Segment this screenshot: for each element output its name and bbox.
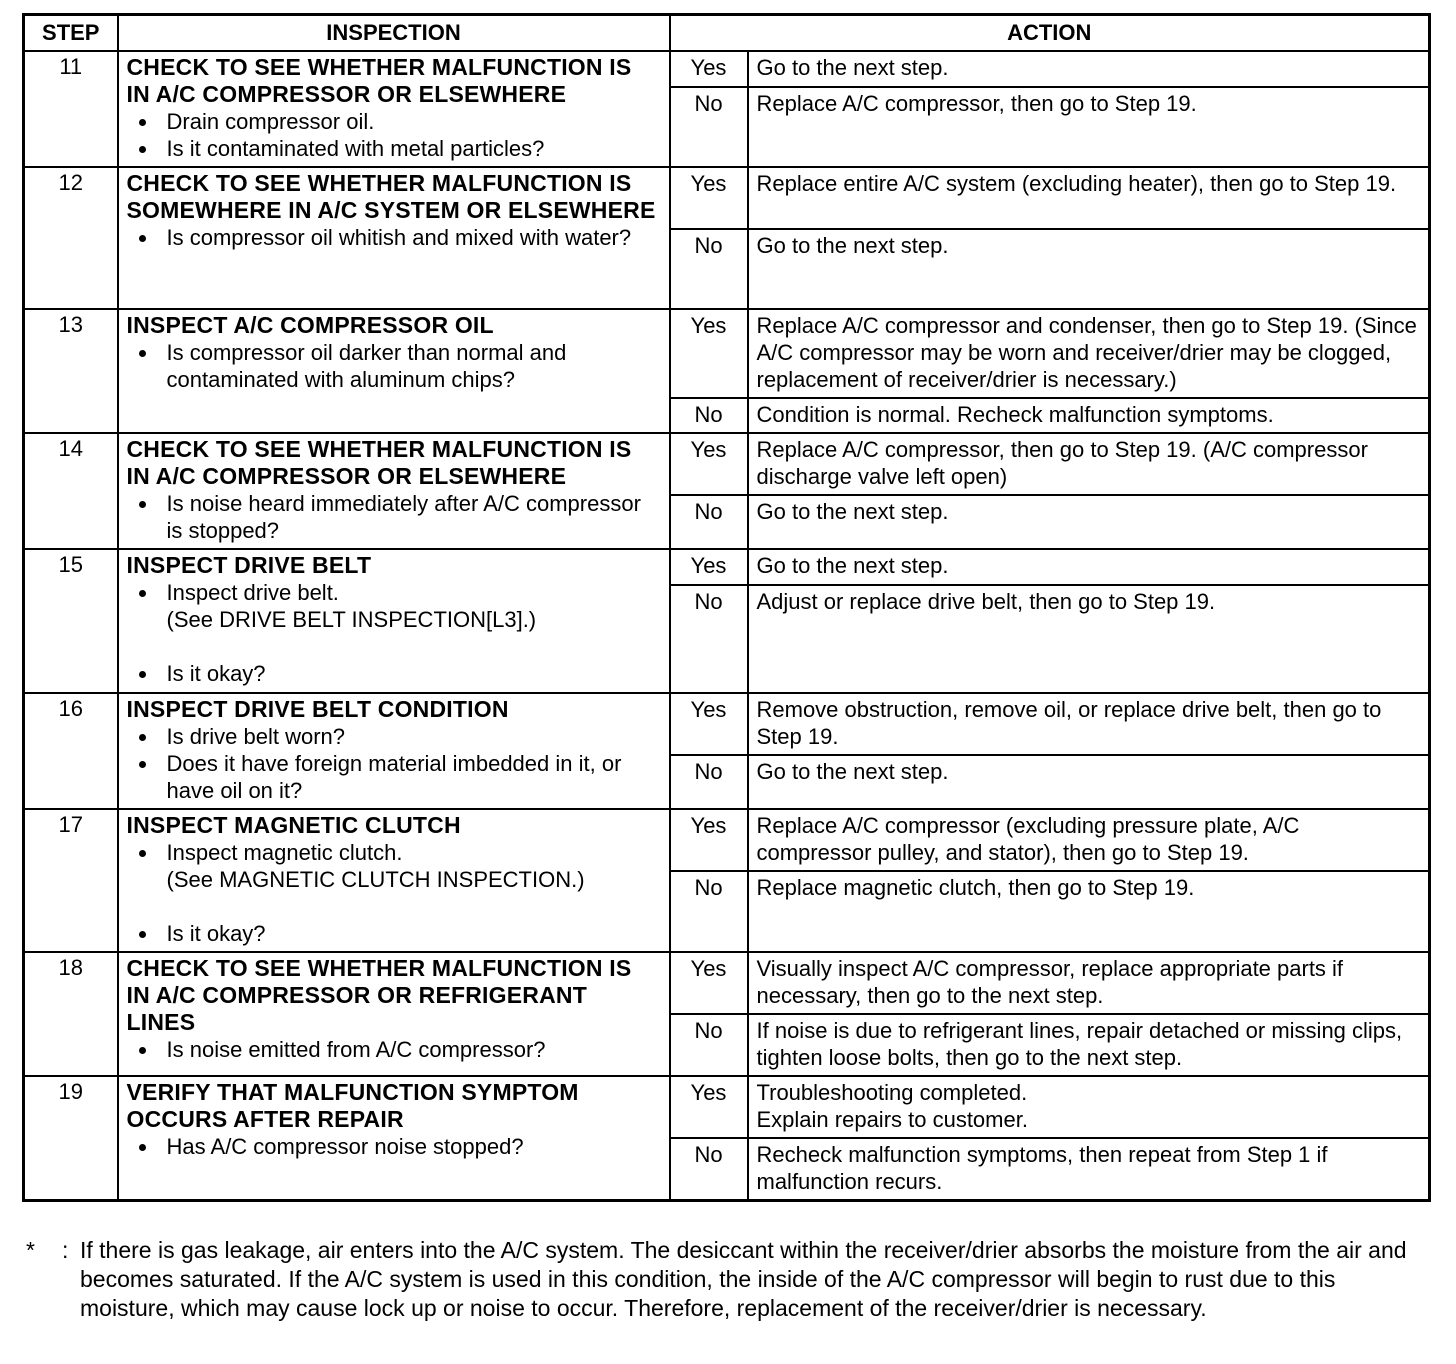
inspection-bullet: Is noise emitted from A/C compressor? [127, 1036, 661, 1063]
inspection-title: INSPECT DRIVE BELT CONDITION [126, 696, 509, 722]
no-label: No [670, 1014, 748, 1076]
no-label: No [670, 871, 748, 952]
inspection-title: CHECK TO SEE WHETHER MALFUNCTION IS IN A/C COMPRESSOR OR ELSEWHERE [126, 436, 632, 489]
no-label: No [670, 495, 748, 549]
yes-action: Visually inspect A/C compressor, replace appropriate parts if necessary, then go to the next step. [748, 952, 1430, 1014]
no-label: No [670, 755, 748, 809]
inspection-bullet: Inspect drive belt. [127, 579, 661, 606]
inspection-cell [118, 549, 670, 693]
header-action: ACTION [670, 15, 1430, 52]
inspection-bullet: Is it okay? [127, 660, 661, 687]
yes-label: Yes [670, 167, 748, 229]
no-action: Condition is normal. Recheck malfunction symptoms. [748, 398, 1430, 433]
yes-action: Troubleshooting completed. Explain repairs to customer. [748, 1076, 1430, 1138]
footnote-text: If there is gas leakage, air enters into the A/C system. The desiccant within the receiver/drier absorbs the moisture from the air and becomes saturated. If the A/C system is used in this condition, the inside of the A/C compressor will begin to rust due to this moisture, which may cause lock up or noise to occur. Therefore, replacement of the receiver/drier is necessary. [80, 1237, 1407, 1321]
yes-label: Yes [670, 1076, 748, 1138]
inspection-reference-note: (See DRIVE BELT INSPECTION[L3].) [166, 607, 537, 632]
yes-label: Yes [670, 693, 748, 755]
step-number: 13 [24, 309, 118, 433]
inspection-title: CHECK TO SEE WHETHER MALFUNCTION IS IN A/C COMPRESSOR OR ELSEWHERE [126, 54, 632, 107]
step-row-yes [24, 167, 1430, 229]
yes-action: Go to the next step. [748, 549, 1430, 585]
inspection-cell [118, 952, 670, 1076]
step-row-yes [24, 309, 1430, 398]
inspection-cell [118, 309, 670, 433]
no-action: Go to the next step. [748, 755, 1430, 809]
no-action: If noise is due to refrigerant lines, repair detached or missing clips, tighten loose bolts, then go to the next step. [748, 1014, 1430, 1076]
no-action: Go to the next step. [748, 229, 1430, 309]
yes-action: Replace A/C compressor and condenser, then go to Step 19. (Since A/C compressor may be worn and receiver/drier may be clogged, replacement of receiver/drier is necessary.) [748, 309, 1430, 398]
troubleshooting-table [22, 13, 1431, 1202]
inspection-bullets [127, 723, 661, 804]
inspection-title: CHECK TO SEE WHETHER MALFUNCTION IS SOMEWHERE IN A/C SYSTEM OR ELSEWHERE [126, 170, 656, 223]
yes-action: Replace A/C compressor (excluding pressure plate, A/C compressor pulley, and stator), then go to Step 19. [748, 809, 1430, 871]
no-action: Replace magnetic clutch, then go to Step 19. [748, 871, 1430, 952]
step-number: 18 [24, 952, 118, 1076]
step-row-yes [24, 1076, 1430, 1138]
inspection-bullet: Drain compressor oil. [127, 108, 661, 135]
inspection-bullets [127, 339, 661, 393]
yes-label: Yes [670, 309, 748, 398]
inspection-bullet: Inspect magnetic clutch. [127, 839, 661, 866]
no-label: No [670, 229, 748, 309]
inspection-reference-note: (See MAGNETIC CLUTCH INSPECTION.) [166, 867, 585, 892]
footnote [22, 1236, 1432, 1323]
no-label: No [670, 398, 748, 433]
no-label: No [670, 87, 748, 167]
inspection-title: INSPECT DRIVE BELT [126, 552, 372, 578]
no-label: No [670, 1138, 748, 1201]
step-number: 12 [24, 167, 118, 309]
table-header-row [24, 15, 1430, 52]
yes-action: Go to the next step. [748, 51, 1430, 87]
step-number: 14 [24, 433, 118, 549]
step-row-yes [24, 433, 1430, 495]
inspection-bullets [127, 579, 661, 687]
yes-action: Remove obstruction, remove oil, or replace drive belt, then go to Step 19. [748, 693, 1430, 755]
inspection-bullet: Is drive belt worn? [127, 723, 661, 750]
inspection-cell [118, 167, 670, 309]
step-row-yes [24, 809, 1430, 871]
no-action: Recheck malfunction symptoms, then repeat from Step 1 if malfunction recurs. [748, 1138, 1430, 1201]
inspection-bullet: Is compressor oil whitish and mixed with water? [127, 224, 661, 251]
yes-action: Replace A/C compressor, then go to Step 19. (A/C compressor discharge valve left open) [748, 433, 1430, 495]
inspection-bullets [127, 490, 661, 544]
step-number: 15 [24, 549, 118, 693]
inspection-cell [118, 51, 670, 167]
footnote-separator: : [62, 1237, 69, 1263]
step-row-yes [24, 549, 1430, 585]
footnote-marker: * [26, 1237, 35, 1263]
no-action: Replace A/C compressor, then go to Step 19. [748, 87, 1430, 167]
inspection-bullets [127, 839, 661, 947]
header-step: STEP [24, 15, 118, 52]
step-number: 17 [24, 809, 118, 952]
inspection-bullet: Is it contaminated with metal particles? [127, 135, 661, 162]
step-row-yes [24, 51, 1430, 87]
inspection-cell [118, 1076, 670, 1201]
inspection-cell [118, 433, 670, 549]
inspection-title: VERIFY THAT MALFUNCTION SYMPTOM OCCURS AFTER REPAIR [126, 1079, 579, 1132]
step-number: 19 [24, 1076, 118, 1201]
yes-label: Yes [670, 549, 748, 585]
inspection-cell [118, 693, 670, 809]
inspection-title: CHECK TO SEE WHETHER MALFUNCTION IS IN A/C COMPRESSOR OR REFRIGERANT LINES [126, 955, 632, 1035]
inspection-bullet: Does it have foreign material imbedded in it, or have oil on it? [127, 750, 661, 804]
no-label: No [670, 585, 748, 693]
step-row-yes [24, 952, 1430, 1014]
inspection-bullet: Is noise heard immediately after A/C compressor is stopped? [127, 490, 661, 544]
step-number: 11 [24, 51, 118, 167]
no-action: Go to the next step. [748, 495, 1430, 549]
inspection-bullets [127, 224, 661, 251]
yes-action: Replace entire A/C system (excluding heater), then go to Step 19. [748, 167, 1430, 229]
inspection-bullets [127, 1133, 661, 1160]
inspection-title: INSPECT A/C COMPRESSOR OIL [126, 312, 494, 338]
inspection-bullet: Is compressor oil darker than normal and contaminated with aluminum chips? [127, 339, 661, 393]
inspection-bullets [127, 108, 661, 162]
inspection-cell [118, 809, 670, 952]
yes-label: Yes [670, 433, 748, 495]
inspection-bullet: Is it okay? [127, 920, 661, 947]
no-action: Adjust or replace drive belt, then go to Step 19. [748, 585, 1430, 693]
yes-label: Yes [670, 952, 748, 1014]
yes-label: Yes [670, 51, 748, 87]
inspection-title: INSPECT MAGNETIC CLUTCH [126, 812, 461, 838]
header-inspection: INSPECTION [118, 15, 670, 52]
inspection-bullets [127, 1036, 661, 1063]
inspection-bullet: Has A/C compressor noise stopped? [127, 1133, 661, 1160]
step-row-yes [24, 693, 1430, 755]
step-number: 16 [24, 693, 118, 809]
yes-label: Yes [670, 809, 748, 871]
table-body [24, 51, 1430, 1201]
